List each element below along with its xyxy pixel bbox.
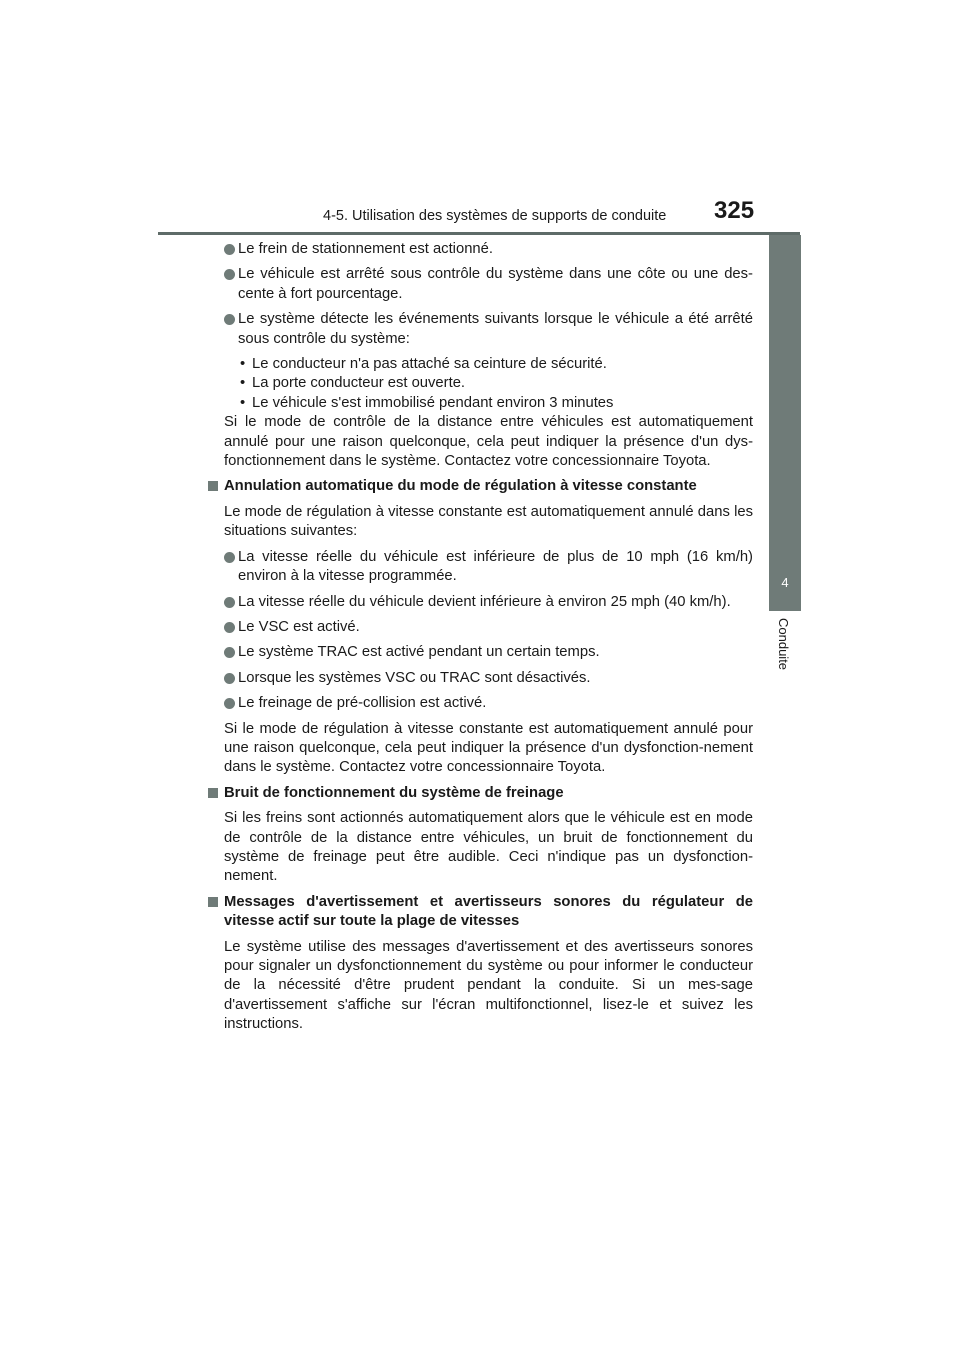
list-item-text: La vitesse réelle du véhicule devient inférieure à environ 25 mph (40 km/h). (238, 593, 731, 610)
sub-list-item-text: Le conducteur n'a pas attaché sa ceinture de sécurité. (252, 356, 607, 373)
page-number: 325 (714, 197, 755, 224)
list-item-text: Le véhicule est arrêté sous contrôle du système dans une côte ou une des-cente à fort pourcentage. (238, 266, 753, 302)
bullet-dot-icon (224, 314, 235, 325)
section-heading (208, 784, 753, 803)
sub-list-item-text: La porte conducteur est ouverte. (252, 375, 466, 392)
list-item (208, 643, 753, 662)
section-heading (208, 477, 753, 496)
bullet-dot-icon (224, 597, 235, 608)
sub-bullet-marker: • (240, 356, 246, 373)
section-heading-text: Annulation automatique du mode de régulation à vitesse constante (224, 478, 697, 495)
list-item (208, 310, 753, 349)
page-content (208, 240, 753, 1041)
section-body: Si les freins sont actionnés automatiquement alors que le véhicule est en mode de contrôle de la distance entre véhicules, un bruit de fonctionnement du système de freinage peut être audible. Ceci n'indique pas un dysfonction-nement. (224, 810, 753, 885)
bullet-dot-icon (224, 552, 235, 563)
chapter-label: Conduite (776, 618, 791, 671)
section-heading (208, 893, 753, 932)
list-item (208, 669, 753, 688)
list-item-text: Le VSC est activé. (238, 618, 360, 635)
list-item (208, 265, 753, 304)
list-item-text: La vitesse réelle du véhicule est inférieure de plus de 10 mph (16 km/h) environ à la vitesse programmée. (238, 548, 753, 585)
side-tab-bar (769, 235, 801, 553)
section-intro: Le mode de régulation à vitesse constante est automatiquement annulé dans les situations suivantes: (224, 503, 753, 540)
list-item (208, 593, 753, 612)
heading-square-icon (208, 481, 218, 491)
list-item (208, 240, 753, 259)
sub-bullet-marker: • (240, 394, 246, 411)
fault-paragraph: Si le mode de contrôle de la distance entre véhicules est automatiquement annulé pour une raison quelconque, cela peut indiquer la présence d'un dys-fonctionnement dans le système. Contactez votre concessionnaire Toyota. (224, 414, 753, 470)
bullet-dot-icon (224, 698, 235, 709)
bullet-dot-icon (224, 622, 235, 633)
chapter-number: 4 (781, 574, 789, 590)
section-heading-text: Bruit de fonctionnement du système de freinage (224, 784, 564, 801)
bullet-dot-icon (224, 673, 235, 684)
section-outro: Si le mode de régulation à vitesse constante est automatiquement annulé pour une raison quelconque, cela peut indiquer la présence d'un dysfonction-nement dans le système. Contactez votre concessionnaire Toyota. (224, 720, 753, 776)
bullet-dot-icon (224, 647, 235, 658)
section-body: Le système utilise des messages d'avertissement et des avertisseurs sonores pour signaler un dysfonctionnement du système ou pour informer le conducteur de la nécessité d'être prudent pendant la conduite. Si un mes-sage d'avertissement s'affiche sur l'écran multifonctionnel, lisez-le et suivez les instructions. (224, 938, 753, 1033)
header-divider (158, 232, 800, 235)
heading-square-icon (208, 788, 218, 798)
list-item-text: Lorsque les systèmes VSC ou TRAC sont désactivés. (238, 669, 591, 686)
sub-bullet-marker: • (240, 375, 246, 392)
bullet-dot-icon (224, 269, 235, 280)
heading-square-icon (208, 897, 218, 907)
list-item (208, 618, 753, 637)
list-item (208, 694, 753, 713)
chapter-tab (769, 553, 801, 611)
list-item-text: Le frein de stationnement est actionné. (238, 241, 494, 257)
bullet-dot-icon (224, 244, 235, 255)
list-item (208, 548, 753, 587)
sub-list-item-text: Le véhicule s'est immobilisé pendant environ 3 minutes (252, 394, 614, 411)
sub-list-item (208, 355, 753, 374)
sub-list-item (208, 394, 753, 413)
list-item-text: Le système TRAC est activé pendant un certain temps. (238, 644, 600, 661)
sub-list-item (208, 374, 753, 393)
list-item-text: Le système détecte les événements suivants lorsque le véhicule a été arrêté sous contrôle du système: (238, 311, 753, 347)
section-heading-text: Messages d'avertissement et avertisseurs sonores du régulateur de vitesse actif sur toute la plage de vitesses (224, 893, 753, 930)
list-item-text: Le freinage de pré-collision est activé. (238, 695, 487, 712)
section-title: 4-5. Utilisation des systèmes de supports de conduite (323, 208, 667, 224)
